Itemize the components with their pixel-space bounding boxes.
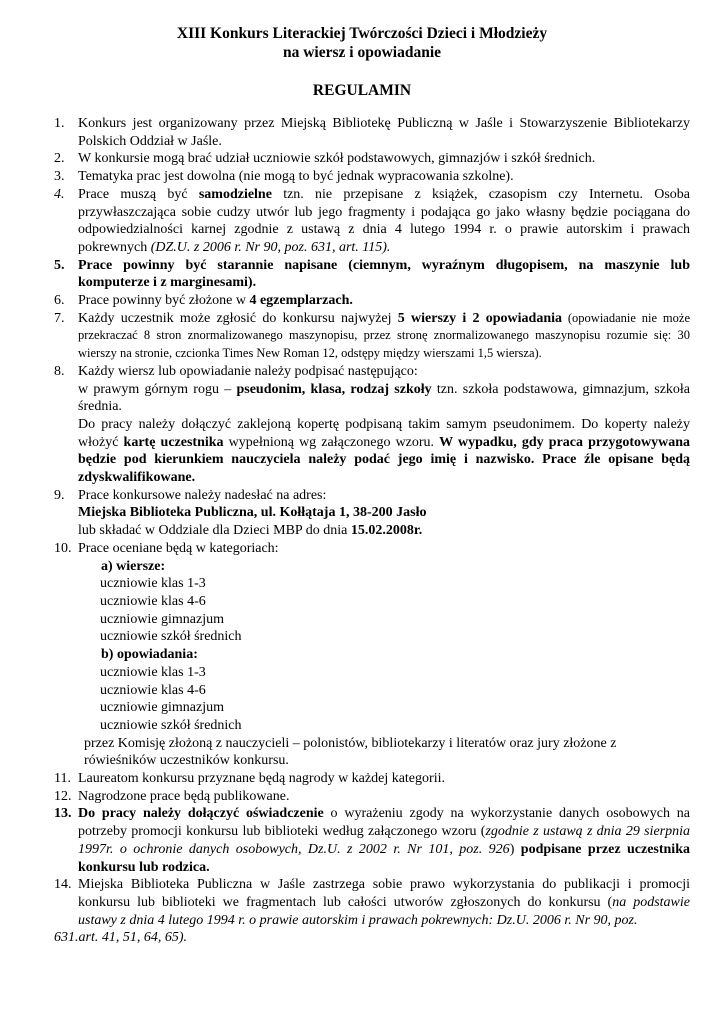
emphasis-text: 5 wierszy i 2 opowiadania	[397, 310, 562, 326]
rule-8	[0, 363, 724, 487]
category-stories	[0, 646, 724, 664]
rule-13	[0, 805, 724, 876]
rule-text: w prawym górnym rogu –	[78, 381, 237, 397]
rule-number: 12.	[54, 788, 72, 804]
rule-number: 10.	[54, 540, 72, 556]
rule-number: 5.	[54, 257, 65, 273]
emphasis-text: pseudonim, klasa, rodzaj szkoły	[236, 381, 432, 397]
category-label: b) opowiadania:	[101, 647, 198, 663]
rule-7	[0, 310, 724, 363]
level-item: uczniowie klas 4-6	[100, 593, 206, 609]
rule-text: Miejska Biblioteka Publiczna w Jaśle zastrzega sobie prawo wykorzystania do publikacji i promocji konkursu lub biblioteki we fragmentach lub całości utworów zgłoszonych do konkursu (	[78, 877, 690, 910]
rule-4	[0, 186, 724, 257]
rule-10	[0, 540, 724, 558]
legal-citation: (DZ.U. z 2006 r. Nr 90, poz. 631, art. 115).	[150, 239, 391, 255]
emphasis-text: podpisane przez uczestnika konkursu lub rodzica.	[78, 841, 690, 875]
rule-2	[0, 150, 724, 168]
level-item: uczniowie klas 1-3	[100, 664, 206, 680]
rule-text: wypełnioną wg załączonego wzoru.	[223, 434, 440, 450]
rule-text: tzn. szkoła podstawowa, gimnazjum, szkoła średnia.	[78, 381, 691, 415]
rule-1	[0, 115, 724, 150]
rule-11	[0, 770, 724, 788]
address-block	[0, 504, 724, 539]
category-poems-levels	[0, 575, 724, 646]
level-item: uczniowie klas 1-3	[100, 576, 206, 592]
rule-text: Prace muszą być	[78, 186, 199, 202]
legal-citation: na podstawie ustawy z dnia 4 lutego 1994 r. o prawie autorskim i prawach pokrewnych: Dz.U. 2006 r. Nr 90, poz.	[78, 894, 690, 928]
rule-text: Prace oceniane będą w kategoriach:	[78, 540, 279, 556]
rule-14-continuation	[0, 929, 724, 947]
rule-number: 6.	[54, 293, 65, 309]
level-item: uczniowie klas 4-6	[100, 682, 206, 698]
rule-text: Prace konkursowe należy nadesłać na adres:	[78, 487, 327, 503]
level-item: uczniowie gimnazjum	[100, 611, 225, 627]
rule-text: Nagrodzone prace będą publikowane.	[78, 788, 290, 804]
rule-number: 3.	[54, 169, 65, 185]
rule-5	[0, 257, 724, 292]
rules-list	[0, 115, 724, 947]
legal-citation: 631.art. 41, 51, 64, 65).	[54, 930, 187, 946]
rule-number: 13.	[54, 806, 72, 822]
library-address: Miejska Biblioteka Publiczna, ul. Kołłątaja 1, 38-200 Jasło	[78, 505, 427, 521]
rule-number: 2.	[54, 151, 65, 167]
category-stories-levels	[0, 664, 724, 735]
regulations-heading: REGULAMIN	[312, 82, 412, 99]
rule-text: Prace powinny być złożone w	[78, 293, 250, 309]
rule-12	[0, 788, 724, 806]
emphasis-text: kartę uczestnika	[123, 434, 224, 450]
rule-9	[0, 487, 724, 505]
rule-text: tzn. nie przepisane z książek, czasopism czy Internetu. Osoba przywłaszczająca sobie cudzy utwór lub jego fragmenty i podająca go jako własny będzie pociągana do odpowiedzialności karnej zgodnie z ustawą z dnia 4 lutego 1994 r. o prawie autorskim i prawach pokrewnych	[78, 186, 690, 255]
rule-number: 7.	[54, 310, 65, 326]
rule-number: 9.	[54, 487, 65, 503]
jury-note	[0, 735, 724, 770]
rule-text: lub składać w Oddziale dla Dzieci MBP do dnia	[78, 523, 351, 539]
rule-number: 8.	[54, 363, 65, 379]
rule-text: Każdy wiersz lub opowiadanie należy podpisać następująco:	[78, 363, 418, 379]
rule-text: W konkursie mogą brać udział uczniowie szkół podstawowych, gimnazjów i szkół średnich.	[78, 151, 596, 167]
emphasis-text: samodzielne	[198, 186, 272, 202]
rule-number: 4.	[54, 186, 65, 202]
emphasis-text: 4 egzemplarzach.	[249, 293, 353, 309]
rule-text: Laureatom konkursu przyznane będą nagrody w każdej kategorii.	[78, 771, 445, 787]
emphasis-text: W wypadku, gdy praca przygotowywana będzie pod kierunkiem nauczyciela należy podać jego imię i nazwisko. Prace źle opisane będą zdyskwalifikowane.	[78, 434, 690, 486]
rule-number: 11.	[54, 771, 71, 787]
emphasis-text: Do pracy należy dołączyć oświadczenie	[78, 806, 324, 822]
rule-text: Do pracy należy dołączyć zaklejoną kopertę podpisaną takim samym pseudonimem. Do koperty należy włożyć	[78, 416, 690, 450]
contest-title-line2: na wiersz i opowiadanie	[282, 44, 442, 61]
rule-text: Prace powinny być starannie napisane (ciemnym, wyraźnym długopisem, na maszynie lub komputerze i z marginesami).	[78, 257, 690, 291]
rule-note: (opowiadanie nie może przekraczać 8 stron znormalizowanego maszynopisu, przez stronę znormalizowanego maszynopisu rozumie się: 30 wierszy na stronie, czcionka Times New Roman 12, odstępy między wierszami 1,5 wiersza).	[78, 310, 690, 361]
rule-text: Tematyka prac jest dowolna (nie mogą to być jednak wypracowania szkolne).	[78, 169, 514, 185]
contest-title-line1: XIII Konkurs Literackiej Twórczości Dzieci i Młodzieży	[176, 25, 548, 42]
rule-3	[0, 168, 724, 186]
rule-number: 1.	[54, 116, 65, 131]
level-item: uczniowie szkół średnich	[100, 629, 242, 645]
level-item: uczniowie szkół średnich	[100, 717, 242, 733]
rule-text: Każdy uczestnik może zgłosić do konkursu najwyżej	[78, 310, 398, 326]
deadline-date: 15.02.2008r.	[350, 523, 423, 539]
rule-number: 14.	[54, 877, 72, 893]
category-label: a) wiersze:	[101, 558, 166, 574]
category-poems	[0, 558, 724, 576]
rule-text: Konkurs jest organizowany przez Miejską Bibliotekę Publiczną w Jaśle i Stowarzyszenie Bibliotekarzy Polskich Oddział w Jaśle.	[78, 116, 690, 149]
rule-6	[0, 292, 724, 310]
level-item: uczniowie gimnazjum	[100, 700, 225, 716]
rule-14	[0, 876, 724, 929]
rule-text: przez Komisję złożoną z nauczycieli – polonistów, bibliotekarzy i literatów oraz jury złożone z rówieśników uczestników konkursu.	[84, 735, 617, 769]
rule-text: o wyrażeniu zgody na wykorzystanie danych osobowych na potrzeby promocji konkursu lub biblioteki według załączonego wzoru (	[78, 806, 690, 840]
rule-text: )	[509, 841, 521, 857]
legal-citation: zgodnie z ustawą z dnia 29 sierpnia 1997r. o ochronie danych osobowych, Dz.U. z 2002 r. Nr 101, poz. 926	[78, 824, 690, 857]
